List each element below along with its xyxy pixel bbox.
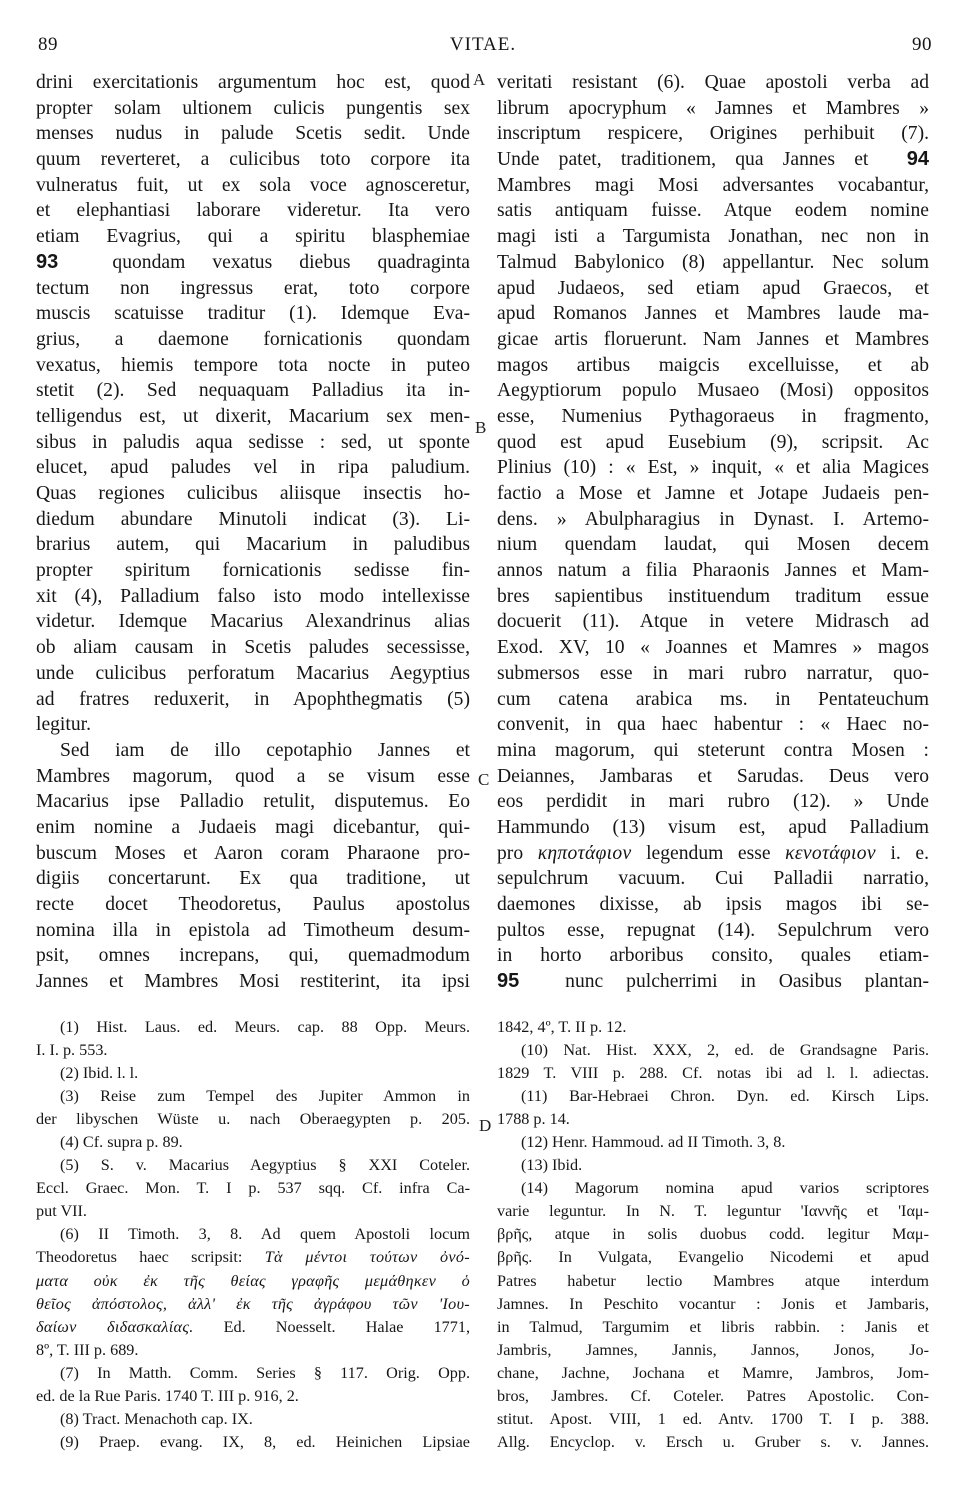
footnote-line-greek [36, 1246, 470, 1269]
footnote-line: I. I. p. 553. [36, 1041, 108, 1060]
right-main-column [497, 70, 929, 995]
text-fragment: i. e. [890, 842, 929, 864]
text-line: quum reverteret, a culicibus toto corpore ita [36, 149, 470, 171]
footnote-line: chane, Jachne, Jochana et Mamre, Jambros, Jom- [497, 1363, 929, 1382]
text-line: eos perdidit in mari rubro (12). » Unde [497, 791, 929, 813]
text-line: dens. » Abulpharagius in Dynast. I. Artemo- [497, 508, 929, 530]
text-line: satis antiquam fuisse. Atque eodem nomine [497, 200, 929, 222]
text-line: mina magorum, qui steterunt contra Mosen : [497, 739, 929, 761]
text-line: Quas regiones culicibus aliisque insectis ho- [36, 483, 470, 504]
text-line: Aegyptiorum populo Musaeo (Mosi) oppositos [497, 380, 929, 402]
running-title: VITAE. [449, 34, 517, 55]
text-fragment: legendum esse [646, 842, 771, 864]
text-line: propter spiritum fornicationis sedisse fin- [36, 560, 470, 582]
text-line: grius, a daemone fornicationis quondam [36, 328, 470, 350]
footnote-line: (9) Praep. evang. IX, 8, ed. Heinichen Lipsiae [60, 1432, 470, 1451]
text-line: videtur. Idemque Macarius Alexandrinus alias [36, 611, 470, 633]
footnote-line-greek [36, 1316, 470, 1339]
text-line: sepulchrum vacuum. Cui Palladii narratio, [497, 868, 929, 890]
footnote-line: (13) Ibid. [521, 1156, 583, 1175]
text-line: esse, Numenius Pythagoraeus in fragmento, [497, 405, 929, 427]
footnote-line-greek [36, 1293, 470, 1316]
text-line: Deiannes, Jambaras et Sarudas. Deus vero [497, 765, 929, 787]
text-line: propter solam ultionem culicis pungentis sex [36, 97, 470, 119]
greek-quote: Τὰ μέντοι τούτων ὀνό- [264, 1248, 470, 1267]
right-footnotes [497, 1016, 929, 1454]
text-line: Sed iam de illo cepotaphio Jannes et [60, 739, 470, 761]
text-line: apud Romanos Jannes et Mambres laude ma- [497, 303, 929, 325]
text-line: quod est apud Eusebium (9), scripsit. Ac [497, 431, 929, 453]
text-line: magos artibus maigcis excelluisse, et ab [497, 354, 929, 376]
text-fragment: quondam vexatus diebus quadraginta [112, 251, 471, 273]
footnote-line: stitut. Apost. VIII, 1 ed. Antv. 1700 T. I p. 388. [497, 1409, 929, 1428]
footnote-line: Eccl. Graec. Mon. T. I p. 537 sqq. Cf. infra Ca- [36, 1179, 470, 1198]
footnote-line: Patres habetur lectio Mambres atque interdum [497, 1271, 929, 1290]
text-line: et elephantiasi laborare videretur. Ita vero [36, 200, 470, 222]
greek-quote: ματα οὐκ ἐκ τῆς θείας γραφῆς μεμάθηκεν ὁ [36, 1271, 470, 1290]
text-line: daemones dixisse, ab ipsis magos ibi se- [497, 894, 929, 915]
margin-letter-a: A [473, 70, 486, 89]
left-main-column [36, 70, 470, 995]
text-line: sibus in paludis aqua sedisse : sed, ut sponte [36, 431, 470, 453]
text-line: elucet, apud paludes vel in ripa paludium. [36, 457, 470, 479]
text-line-with-number [36, 250, 470, 276]
text-line: magi isti a Targumista Jonathan, nec non in [497, 226, 929, 248]
text-line: nium quendam laudat, qui Mosen decem [497, 534, 929, 556]
footnote-line: 1842, 4º, T. II p. 12. [497, 1018, 627, 1036]
footnote-line: Jambris, Jamnes, Jannis, Jannos, Jonos, Jo- [497, 1340, 929, 1359]
text-line: docuerit (11). Atque in vetere Midrasch ad [497, 611, 929, 633]
footnote-line: bros, Jambres. Cf. Coteler. Patres Apostolic. Con- [497, 1386, 929, 1405]
footnote-line: (10) Nat. Hist. XXX, 2, ed. de Grandsagne Paris. [521, 1041, 929, 1060]
footnote-line: Allg. Encyclop. v. Ersch u. Gruber s. v. Jannes. [497, 1432, 929, 1451]
marginal-number-95: 95 [497, 970, 520, 993]
text-line: Jannes et Mambres Mosi restiterint, ita ipsi [36, 971, 470, 993]
text-line: in horto arboribus consito, quales etiam- [497, 945, 929, 967]
footnote-line: (11) Bar-Hebraei Chron. Dyn. ed. Kirsch Lips. [521, 1087, 929, 1106]
text-line: ad fratres reduxerit, in Apophthegmatis (5) [36, 688, 470, 710]
marginal-number-93: 93 [36, 250, 59, 273]
text-line: unde culicibus perforatum Macarius Aegyptius [36, 662, 470, 684]
footnote-line: put VII. [36, 1202, 87, 1221]
footnote-line: (12) Henr. Hammoud. ad II Timoth. 3, 8. [521, 1133, 786, 1152]
text-line: apud Judaeos, sed etiam apud Graecos, et [497, 277, 929, 299]
text-line: digiis concertarunt. Ex qua traditione, ut [36, 868, 470, 890]
text-line: nomina illa in epistola ad Timotheum desum- [36, 919, 470, 941]
text-line: xit (4), Palladium falso isto modo intellexisse [36, 585, 470, 607]
marginal-number-94: 94 [906, 148, 930, 171]
text-line: veritati resistant (6). Quae apostoli verba ad [497, 72, 929, 93]
text-line: gicae artis floruerunt. Nam Jannes et Mambres [497, 328, 929, 350]
footnote-line: varie leguntur. In N. T. leguntur 'Ιαννῆς et 'Ιαμ- [497, 1202, 929, 1221]
text-line: Mambres magorum, quod a se visum esse [36, 765, 470, 787]
text-line: diedum abundare Minutoli indicat (3). Li- [36, 508, 470, 530]
footnote-line: Jamnes. In Peschito vocantur : Jonis et Jambaris, [497, 1294, 929, 1313]
text-line: vulneratus fuit, ut ex sola voce agnosceretur, [36, 174, 470, 196]
text-line-greek-mix [497, 841, 929, 867]
footnote-line: (3) Reise zum Tempel des Jupiter Ammon in [60, 1087, 470, 1106]
text-line: tectum non ingressus erat, toto corpore [36, 277, 470, 299]
text-line: etiam Evagrius, qui a spiritu blasphemiae [36, 226, 470, 248]
margin-letter-c: C [478, 770, 490, 789]
text-line: pultos esse, repugnat (14). Sepulchrum vero [497, 919, 929, 941]
footnote-line-greek [36, 1270, 470, 1293]
footnote-line: (1) Hist. Laus. ed. Meurs. cap. 88 Opp. Meurs. [60, 1018, 470, 1036]
text-line: librum apocryphum « Jamnes et Mambres » [497, 97, 929, 119]
footnote-line: βρῆς. In Vulgata, Evangelio Nicodemi et apud [497, 1248, 929, 1267]
text-line: enim nomine a Judaeis magi dicebantur, qui- [36, 816, 470, 838]
greek-word: κενοτάφιον [785, 842, 876, 864]
footnote-line: (4) Cf. supra p. 89. [60, 1133, 183, 1152]
text-fragment: Theodoretus haec scripsit: [36, 1248, 243, 1267]
text-line: ob aliam causam in Scetis paludes secessisse, [36, 637, 470, 659]
text-line-with-number [497, 147, 929, 173]
text-line: Talmud Babylonico (8) appellantur. Nec solum [497, 251, 929, 273]
margin-letter-d: D [479, 1116, 492, 1135]
text-line: inscriptum respicere, Origines perhibuit (7). [497, 123, 929, 145]
text-line: Mambres magi Mosi adversantes vocabantur, [497, 174, 929, 196]
text-fragment: pro [497, 842, 524, 864]
text-line: annos natum a filia Pharaonis Jannes et Mam- [497, 560, 929, 582]
left-footnotes [36, 1016, 470, 1454]
footnote-line: 1829 T. VIII p. 288. Cf. notas ibi ad l. l. adiectas. [497, 1064, 929, 1083]
greek-quote: θεῖος ἀπόστολος, ἀλλ' ἐκ τῆς ἀγράφου τῶν 'Ιου- [36, 1294, 470, 1313]
text-line: drini exercitationis argumentum hoc est, quod [36, 72, 470, 93]
text-line: menses nudus in palude Scetis sedit. Unde [36, 123, 470, 145]
left-page-number: 89 [38, 34, 58, 55]
text-line: legitur. [36, 714, 91, 736]
text-line: Macarius ipse Palladio retulit, disputemus. Eo [36, 791, 470, 813]
text-line: psit, omnes increpans, qui, quemadmodum [36, 945, 470, 967]
footnote-line: ed. de la Rue Paris. 1740 T. III p. 916, 2. [36, 1386, 299, 1405]
footnote-line: (8) Tract. Menachoth cap. IX. [60, 1409, 253, 1428]
text-line: recte docet Theodoretus, Paulus apostolus [36, 894, 470, 915]
text-line: factio a Mose et Jamne et Jotape Judaeis pen- [497, 483, 929, 504]
footnote-line: 8º, T. III p. 689. [36, 1340, 139, 1359]
right-page-number: 90 [912, 34, 932, 55]
greek-quote: δαίων διδασκαλίας. [36, 1317, 194, 1336]
footnote-line: (14) Magorum nomina apud varios scriptores [521, 1179, 929, 1198]
footnote-line: 1788 p. 14. [497, 1110, 570, 1129]
text-line: cum catena arabica ms. in Pentateuchum [497, 688, 929, 710]
text-line: stetit (2). Sed nequaquam Palladius ita in- [36, 380, 470, 402]
greek-word: κηποτάφιον [537, 842, 632, 864]
text-line: Exod. XV, 10 « Joannes et Mamres » magos [497, 637, 929, 659]
text-line: convenit, in qua haec habentur : « Haec no- [497, 714, 929, 736]
footnote-line: der libyschen Wüste u. nach Oberaegypten p. 205. [36, 1110, 470, 1129]
text-fragment: Unde patet, traditionem, qua Jannes et [497, 149, 869, 171]
footnote-line: (6) II Timoth. 3, 8. Ad quem Apostoli locum [60, 1225, 470, 1244]
text-fragment: nunc pulcherrimi in Oasibus plantan- [565, 971, 929, 993]
text-line: Hammundo (13) visum est, apud Palladium [497, 816, 929, 838]
text-line: telligendus est, ut dixerit, Macarium sex men- [36, 405, 470, 427]
text-line: bres sapientibus instituendum traditum essue [497, 585, 929, 607]
text-line: submersos esse in mari rubro narratur, quo- [497, 662, 929, 684]
text-fragment: Ed. Noesselt. Halae 1771, [223, 1317, 470, 1336]
text-line: buscum Moses et Aaron coram Pharaone pro- [36, 842, 470, 864]
text-line: Plinius (10) : « Est, » inquit, « et alia Magices [497, 457, 929, 479]
footnote-line: in Talmud, Targumim et libris rabbin. : Janis et [497, 1317, 929, 1336]
text-line-with-number [497, 969, 929, 995]
margin-letter-b: B [475, 418, 487, 437]
footnote-line: (5) S. v. Macarius Aegyptius § XXI Coteler. [60, 1156, 470, 1175]
text-line: vexatus, hiemis tempore tota nocte in puteo [36, 354, 470, 376]
footnote-line: βρῆς, atque in solis duobus codd. legitur Μαμ- [497, 1225, 929, 1244]
footnote-line: (2) Ibid. l. l. [60, 1064, 139, 1083]
footnote-line: (7) In Matth. Comm. Series § 117. Orig. Opp. [60, 1363, 470, 1382]
text-line: brarius autem, qui Macarium in paludibus [36, 534, 470, 556]
text-line: muscis scatuisse traditur (1). Idemque Eva- [36, 303, 470, 325]
